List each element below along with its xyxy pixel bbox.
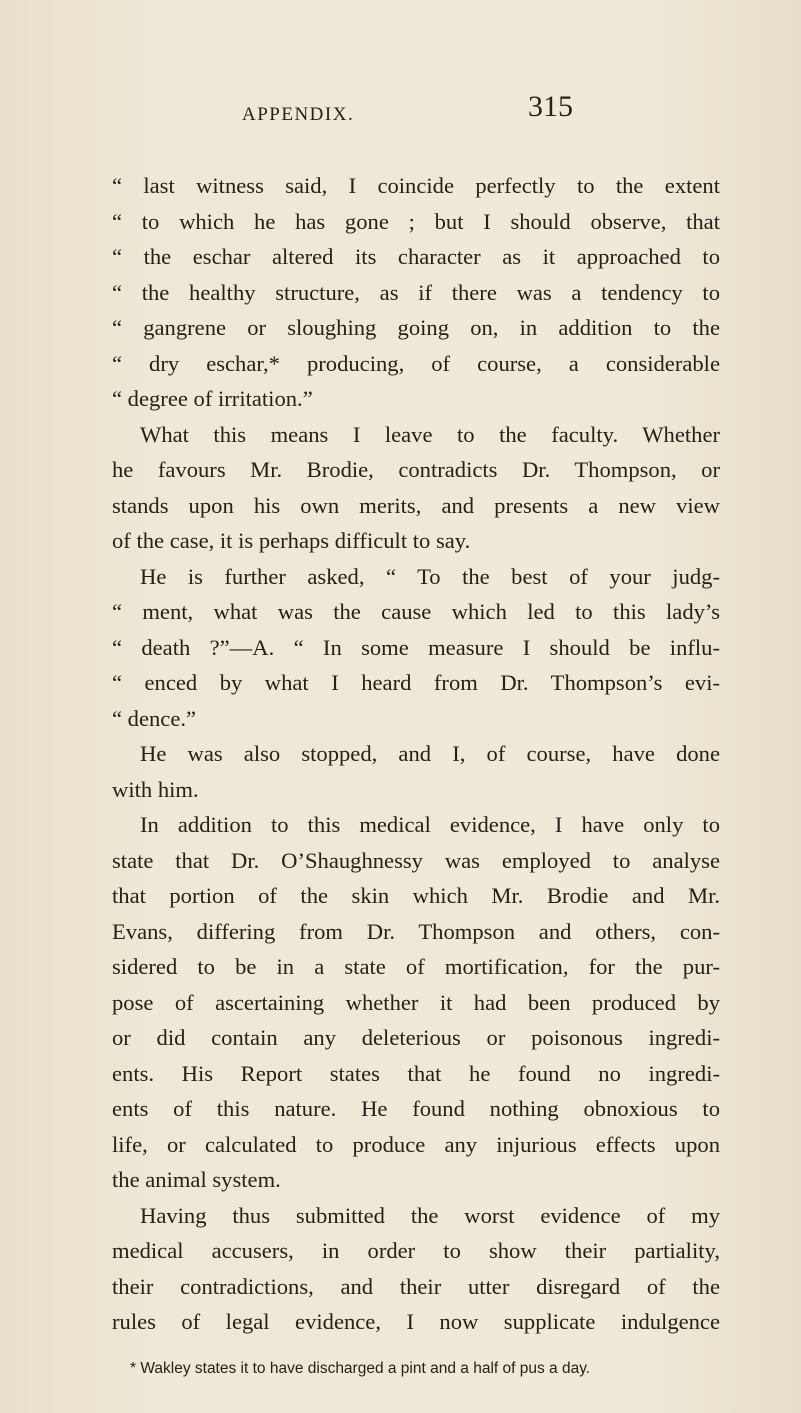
text-line: the animal system. bbox=[112, 1167, 281, 1192]
text-line: “ enced by what I heard from Dr. Thompson’s evi- bbox=[112, 670, 720, 695]
text-line: stands upon his own merits, and presents a new view bbox=[112, 492, 720, 518]
text-line: Having thus submitted the worst evidence of my bbox=[140, 1202, 720, 1228]
running-head: APPENDIX. bbox=[242, 104, 355, 125]
body-text bbox=[112, 168, 720, 1340]
text-line: state that Dr. O’Shaughnessy was employed to analyse bbox=[112, 847, 720, 873]
text-line: “ last witness said, I coincide perfectly to the extent bbox=[112, 173, 720, 198]
footnote: * Wakley states it to have discharged a pint and a half of pus a day. bbox=[130, 1360, 591, 1377]
text-line: “ death ?”—A. “ In some measure I should be influ- bbox=[112, 634, 720, 660]
text-line: that portion of the skin which Mr. Brodie and Mr. bbox=[112, 883, 720, 908]
text-line: sidered to be in a state of mortification, for the pur- bbox=[112, 954, 720, 979]
text-line: “ dry eschar,* producing, of course, a considerable bbox=[112, 350, 720, 376]
text-line: “ the healthy structure, as if there was a tendency to bbox=[112, 279, 720, 305]
text-line: What this means I leave to the faculty. Whether bbox=[140, 421, 720, 447]
text-line: medical accusers, in order to show their partiality, bbox=[112, 1238, 720, 1263]
text-line: “ ment, what was the cause which led to this lady’s bbox=[112, 599, 720, 624]
text-line: He was also stopped, and I, of course, have done bbox=[140, 741, 720, 766]
text-line: of the case, it is perhaps difficult to say. bbox=[112, 528, 471, 553]
text-line: “ gangrene or sloughing going on, in addition to the bbox=[112, 315, 720, 340]
text-line: or did contain any deleterious or poisonous ingredi- bbox=[112, 1025, 720, 1050]
text-line: their contradictions, and their utter disregard of the bbox=[112, 1273, 720, 1299]
text-line: ents of this nature. He found nothing obnoxious to bbox=[112, 1096, 720, 1121]
text-line: “ to which he has gone ; but I should observe, that bbox=[112, 208, 720, 234]
text-line: with him. bbox=[112, 776, 199, 802]
page-number: 315 bbox=[528, 90, 573, 123]
text-line: He is further asked, “ To the best of your judg- bbox=[140, 563, 720, 589]
text-line: “ the eschar altered its character as it approached to bbox=[112, 244, 720, 269]
text-line: In addition to this medical evidence, I have only to bbox=[140, 812, 720, 837]
page-header bbox=[230, 90, 600, 140]
text-line: “ degree of irritation.” bbox=[112, 386, 313, 411]
text-line: “ dence.” bbox=[112, 705, 197, 731]
text-line: rules of legal evidence, I now supplicate indulgence bbox=[112, 1309, 720, 1334]
text-line: ents. His Report states that he found no ingredi- bbox=[112, 1060, 720, 1086]
text-line: pose of ascertaining whether it had been produced by bbox=[112, 989, 720, 1015]
text-line: he favours Mr. Brodie, contradicts Dr. Thompson, or bbox=[112, 457, 720, 482]
text-line: life, or calculated to produce any injurious effects upon bbox=[112, 1131, 720, 1157]
text-line: Evans, differing from Dr. Thompson and others, con- bbox=[112, 918, 720, 944]
